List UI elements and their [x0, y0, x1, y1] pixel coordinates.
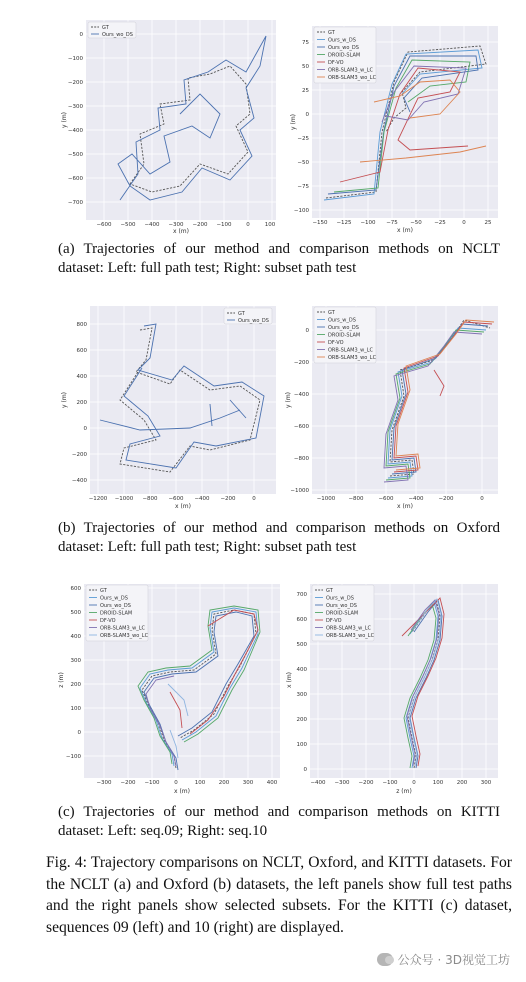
tick-label: 300	[70, 658, 81, 664]
tick-label: −600	[378, 496, 394, 502]
legend	[312, 585, 375, 641]
tick-label: −50	[297, 160, 309, 166]
tick-label: −500	[120, 222, 136, 228]
legend	[88, 22, 136, 38]
watermark	[377, 951, 510, 968]
legend-label: GT	[326, 588, 333, 594]
tick-label: 200	[456, 780, 468, 786]
legend-label: Ours_w_DS	[100, 595, 128, 602]
legend-label: ORB-SLAM3_w_LC	[328, 347, 373, 354]
tick-label: −1200	[88, 496, 108, 502]
tick-label: −200	[71, 452, 87, 458]
tick-label: −400	[293, 392, 309, 398]
tick-label: 600	[76, 348, 87, 354]
tick-label: −400	[71, 478, 87, 484]
tick-label: 500	[70, 610, 81, 616]
tick-label: −125	[336, 220, 352, 226]
tick-label: −300	[334, 780, 350, 786]
tick-label: 400	[76, 374, 87, 380]
wechat-icon	[377, 953, 393, 966]
tick-label: −150	[312, 220, 328, 226]
tick-label: 200	[296, 717, 307, 723]
legend-label: GT	[328, 30, 335, 36]
tick-label: −100	[67, 56, 83, 62]
tick-label: 0	[412, 780, 416, 786]
tick-label: 100	[264, 222, 276, 228]
legend-label: DF-VO	[100, 618, 116, 624]
tick-label: 400	[266, 780, 278, 786]
legend-label: Ours_wo_DS	[328, 45, 359, 51]
tick-label: −300	[168, 222, 184, 228]
plot-a-left	[60, 14, 280, 236]
legend	[86, 585, 149, 641]
tick-label: 600	[70, 586, 81, 592]
tick-label: −100	[293, 208, 309, 214]
y-axis-label: y (m)	[285, 392, 292, 408]
tick-label: 100	[432, 780, 444, 786]
tick-label: 600	[296, 617, 307, 623]
legend-label: DROID-SLAM	[328, 52, 361, 59]
legend	[224, 308, 272, 324]
tick-label: 300	[480, 780, 492, 786]
legend-label: Ours_wo_DS	[328, 325, 359, 331]
legend-label: ORB-SLAM3_w_LC	[100, 625, 145, 632]
x-tick-labels	[312, 220, 492, 226]
subfigure-caption-a: (a) Trajectories of our method and comparison methods on NCLT dataset: Left: full path test; Right: subset path test	[58, 241, 500, 276]
tick-label: 0	[79, 32, 83, 38]
tick-label: 0	[174, 780, 178, 786]
y-tick-labels	[72, 322, 88, 484]
y-axis-label: y (m)	[290, 114, 297, 130]
tick-label: 100	[70, 706, 81, 712]
tick-label: −1000	[114, 496, 134, 502]
tick-label: 200	[218, 780, 230, 786]
tick-label: −800	[348, 496, 364, 502]
legend-label: DF-VO	[328, 60, 344, 66]
x-tick-labels	[89, 496, 257, 502]
legend-label: Ours_wo_DS	[102, 32, 133, 38]
plot-b-right	[284, 300, 502, 514]
tick-label: −300	[96, 780, 112, 786]
tick-label: −800	[142, 496, 158, 502]
tick-label: 400	[70, 634, 81, 640]
tick-label: −1000	[316, 496, 336, 502]
tick-label: 500	[296, 642, 307, 648]
x-tick-labels	[96, 780, 277, 786]
tick-label: 0	[303, 767, 307, 773]
legend	[314, 307, 377, 363]
tick-label: −200	[220, 496, 236, 502]
legend-label: ORB-SLAM3_wo_LC	[100, 633, 149, 639]
legend-label: DF-VO	[326, 618, 342, 624]
tick-label: 800	[76, 322, 87, 328]
x-axis-label: x (m)	[397, 503, 413, 510]
x-axis-label: x (m)	[397, 227, 413, 234]
tick-label: −1000	[290, 488, 309, 494]
tick-label: −400	[408, 496, 424, 502]
tick-label: 300	[242, 780, 254, 786]
tick-label: −600	[293, 424, 309, 430]
tick-label: −600	[96, 222, 112, 228]
subfigure-caption-c: (c) Trajectories of our method and comparison methods on KITTI dataset: Left: seq.09; Right: seq.10	[58, 804, 500, 839]
tick-label: 0	[252, 496, 256, 502]
legend-label: GT	[238, 311, 245, 317]
y-tick-labels	[290, 328, 309, 494]
plot-c-left	[58, 580, 284, 798]
legend-label: DROID-SLAM	[328, 332, 361, 339]
tick-label: 0	[305, 328, 309, 334]
tick-label: −800	[293, 456, 309, 462]
plot-a-right	[290, 22, 502, 236]
legend-label: Ours_wo_DS	[326, 603, 357, 609]
legend-label: GT	[102, 25, 109, 31]
legend-label: Ours_wo_DS	[100, 603, 131, 609]
legend-label: ORB-SLAM3_w_LC	[326, 625, 371, 632]
tick-label: −200	[192, 222, 208, 228]
tick-label: 0	[480, 496, 484, 502]
tick-label: −200	[120, 780, 136, 786]
tick-label: 0	[77, 730, 81, 736]
tick-label: 75	[302, 40, 309, 46]
tick-label: 100	[194, 780, 206, 786]
tick-label: 0	[305, 112, 309, 118]
plot-c-right	[286, 580, 502, 798]
plot-b-left	[60, 300, 280, 514]
x-axis-label: x (m)	[174, 788, 190, 795]
tick-label: −200	[358, 780, 374, 786]
legend-label: ORB-SLAM3_w_LC	[328, 67, 373, 74]
legend-label: ORB-SLAM3_wo_LC	[328, 355, 377, 361]
x-axis-label: x (m)	[173, 228, 189, 235]
tick-label: 400	[296, 667, 307, 673]
tick-label: −50	[410, 220, 422, 226]
tick-label: −200	[67, 80, 83, 86]
tick-label: 200	[76, 400, 87, 406]
tick-label: −100	[144, 780, 160, 786]
legend-label: GT	[328, 310, 335, 316]
y-axis-label: y (m)	[61, 392, 68, 408]
tick-label: −25	[297, 136, 309, 142]
tick-label: −400	[310, 780, 326, 786]
legend-label: GT	[100, 588, 107, 594]
tick-label: 100	[296, 742, 307, 748]
tick-label: 0	[246, 222, 250, 228]
legend-label: ORB-SLAM3_wo_LC	[326, 633, 375, 639]
tick-label: −600	[168, 496, 184, 502]
x-axis-label: x (m)	[175, 503, 191, 510]
legend-label: Ours_w_DS	[326, 595, 354, 602]
y-axis-label: z (m)	[58, 672, 65, 688]
tick-label: −100	[216, 222, 232, 228]
tick-label: 25	[302, 88, 309, 94]
legend-label: Ours_w_DS	[328, 37, 356, 44]
legend-label: Ours_wo_DS	[238, 318, 269, 324]
y-axis-label: x (m)	[286, 672, 293, 688]
tick-label: 0	[83, 426, 87, 432]
tick-label: −25	[434, 220, 446, 226]
tick-label: −75	[386, 220, 398, 226]
tick-label: 25	[484, 220, 492, 226]
tick-label: −100	[360, 220, 376, 226]
y-tick-labels	[68, 32, 84, 206]
tick-label: −75	[297, 184, 309, 190]
tick-label: −200	[438, 496, 454, 502]
subfigure-caption-b: (b) Trajectories of our method and comparison methods on Oxford dataset: Left: full path test; Right: subset path test	[58, 520, 500, 555]
tick-label: −300	[67, 104, 83, 110]
x-tick-labels	[317, 496, 485, 502]
watermark-text: 公众号 · 3D视觉工坊	[397, 953, 510, 967]
tick-label: −400	[144, 222, 160, 228]
y-tick-labels	[66, 586, 82, 760]
tick-label: 50	[302, 64, 309, 70]
tick-label: 200	[70, 682, 81, 688]
legend-label: Ours_w_DS	[328, 317, 356, 324]
tick-label: −100	[65, 754, 81, 760]
x-tick-labels	[310, 780, 491, 786]
tick-label: −100	[382, 780, 398, 786]
tick-label: −400	[67, 128, 83, 134]
tick-label: 300	[296, 692, 307, 698]
tick-label: 700	[296, 592, 307, 598]
legend-label: ORB-SLAM3_wo_LC	[328, 75, 377, 81]
tick-label: −200	[293, 360, 309, 366]
y-tick-labels	[297, 592, 308, 773]
legend-label: DF-VO	[328, 340, 344, 346]
x-axis-label: z (m)	[396, 788, 412, 795]
tick-label: −500	[67, 152, 83, 158]
legend-label: DROID-SLAM	[100, 610, 133, 617]
tick-label: −600	[67, 176, 83, 182]
tick-label: −400	[194, 496, 210, 502]
tick-label: −700	[67, 200, 83, 206]
y-axis-label: y (m)	[61, 112, 68, 128]
tick-label: 0	[462, 220, 466, 226]
legend	[314, 27, 377, 83]
figure-caption: Fig. 4: Trajectory comparisons on NCLT, Oxford, and KITTI datasets. For the NCLT (a) and Oxford (b) datasets, the left panels show full test paths and the right panels show selected subsets. For the KITTI (c) dataset, sequences 09 (left) and 10 (right) are displayed.	[46, 854, 512, 936]
legend-label: DROID-SLAM	[326, 610, 359, 617]
